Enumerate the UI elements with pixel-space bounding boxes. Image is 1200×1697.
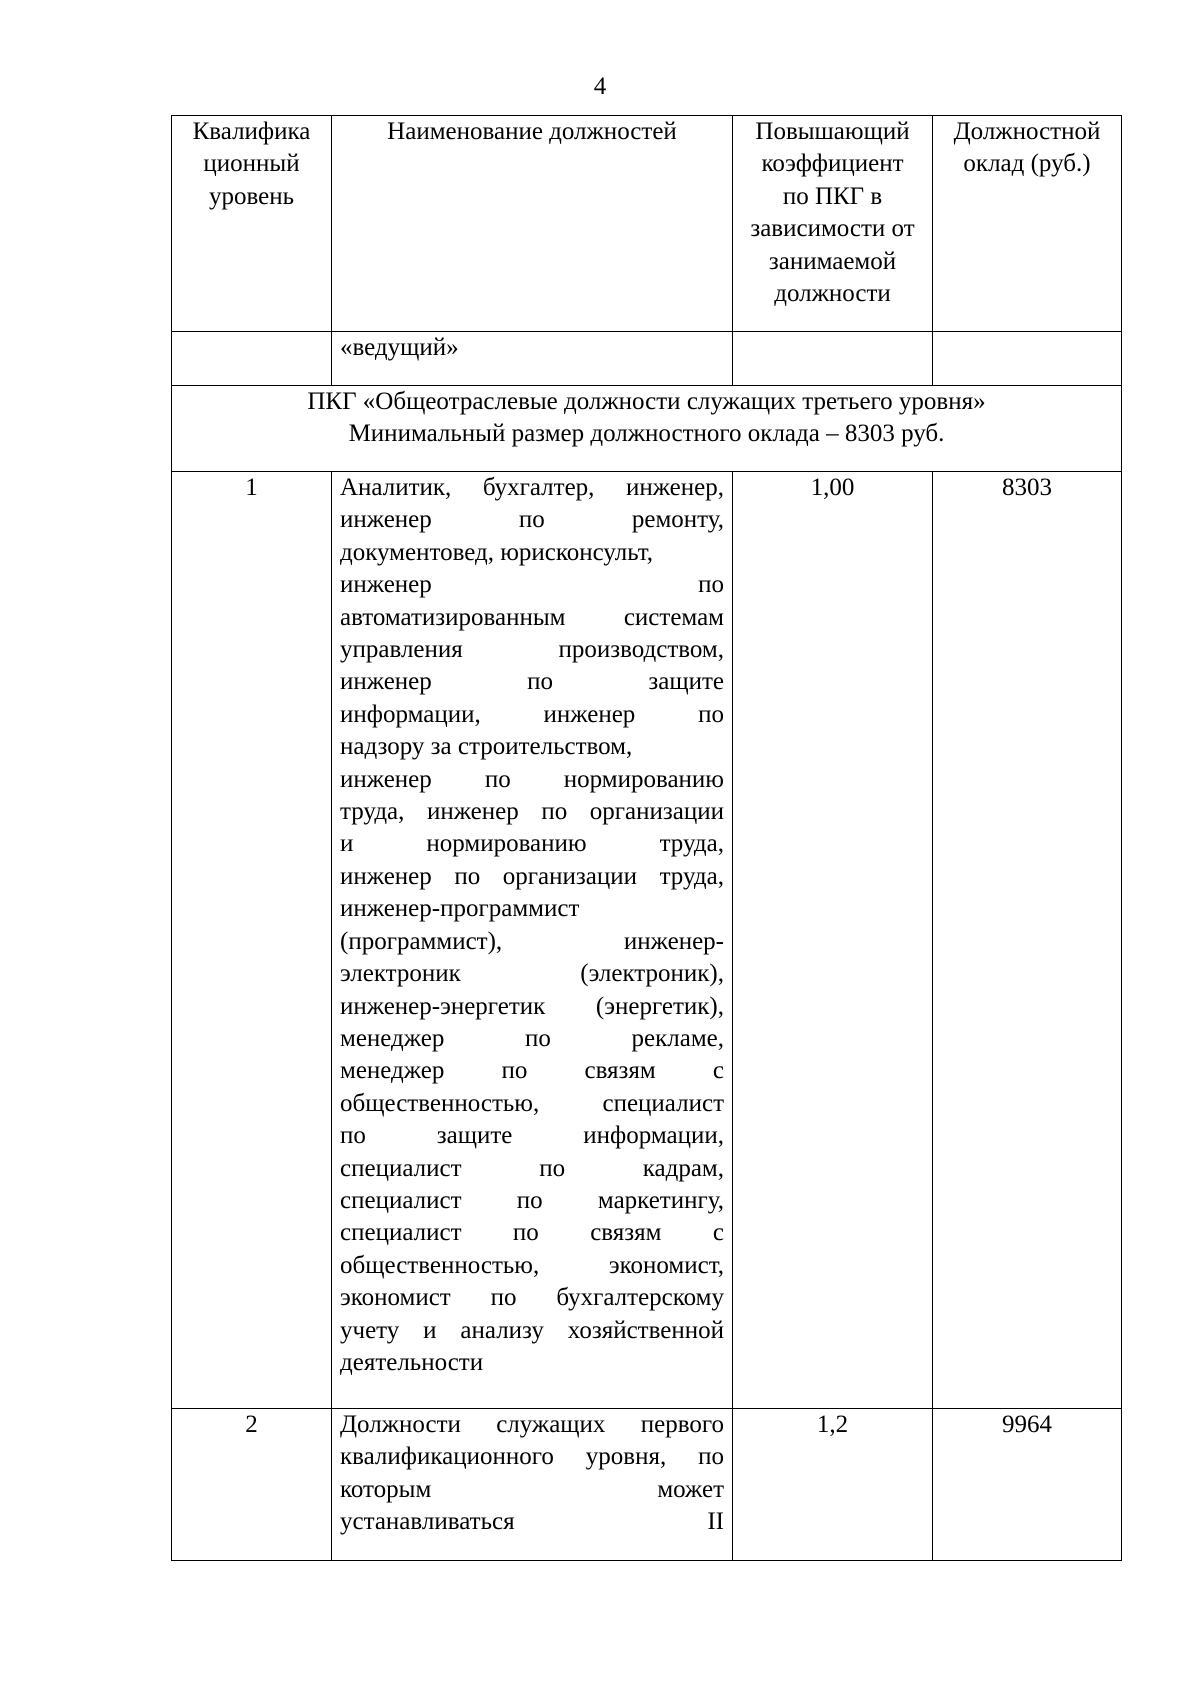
- position-word: которым: [340, 1475, 432, 1503]
- position-word: экономист,: [608, 1251, 724, 1279]
- header-level-line: Квалифика: [192, 118, 311, 145]
- header-salary: [933, 116, 1122, 332]
- position-word: квалификационного: [340, 1443, 554, 1471]
- coefficient-cell: 1,00: [733, 472, 933, 1409]
- header-salary-line: оклад (руб.): [963, 150, 1091, 178]
- position-word: и: [340, 830, 354, 858]
- position-text-line: [340, 731, 724, 763]
- position-word: нормированию: [563, 765, 724, 793]
- position-word: маркетингу,: [597, 1186, 724, 1214]
- position-word: организации: [589, 798, 724, 826]
- position-word: учету: [340, 1316, 400, 1344]
- position-word: инженер,: [625, 474, 724, 501]
- position-word: хозяйственной: [567, 1316, 724, 1344]
- position-word: защите: [436, 1122, 513, 1150]
- position-word: инженер: [426, 798, 519, 826]
- group-heading-row: [172, 386, 1122, 472]
- header-position-names: [332, 116, 733, 332]
- position-text-line: [340, 472, 724, 504]
- position-text-line: [340, 1023, 724, 1055]
- continuation-coefficient-cell: [733, 332, 933, 386]
- position-word: по: [698, 1443, 724, 1471]
- salary-cell: 8303: [933, 472, 1122, 1409]
- position-text-line: [340, 1315, 724, 1347]
- position-word: Должности: [340, 1411, 461, 1438]
- position-text-line: [340, 1409, 724, 1441]
- position-word: защите: [648, 668, 724, 696]
- position-text-line: [340, 666, 724, 698]
- position-word: по: [484, 765, 511, 793]
- position-word: инженер: [340, 862, 432, 890]
- position-word: и: [423, 1316, 437, 1344]
- position-word: специалист: [602, 1089, 724, 1117]
- position-word: связям: [584, 1057, 656, 1085]
- position-word: по: [524, 1024, 551, 1052]
- position-word: производством,: [558, 636, 724, 664]
- header-positions-line: Наименование должностей: [387, 118, 677, 145]
- position-text-line: [340, 958, 724, 990]
- header-salary-line: Должностной: [953, 118, 1101, 145]
- header-coefficient-line: должности: [774, 280, 891, 308]
- position-word: инженер: [543, 700, 636, 728]
- position-word: системам: [623, 603, 724, 631]
- header-coefficient-line: коэффициент: [761, 150, 904, 178]
- position-word: по: [539, 1154, 566, 1182]
- position-word: первого: [640, 1411, 724, 1438]
- position-text-line: [340, 764, 724, 796]
- position-word: автоматизированным: [340, 603, 566, 631]
- position-word: менеджер: [340, 1024, 445, 1052]
- continuation-row: [172, 332, 1122, 386]
- position-word: инженер-: [623, 927, 724, 955]
- position-word: с: [712, 1057, 724, 1085]
- header-level-line: уровень: [208, 182, 295, 210]
- position-word: инженер-программист: [340, 895, 580, 923]
- group-heading-cell: [172, 386, 1122, 472]
- position-text-line: [340, 602, 724, 634]
- position-word: по: [490, 1284, 517, 1312]
- position-word: связям: [590, 1219, 662, 1247]
- position-word: по: [512, 1219, 539, 1247]
- level-cell: 2: [172, 1409, 332, 1561]
- position-word: управления: [340, 636, 463, 664]
- position-word: бухгалтер,: [482, 474, 595, 501]
- header-coefficient-line: Повышающий: [755, 118, 910, 145]
- position-word: по: [501, 1057, 528, 1085]
- position-word: экономист: [340, 1284, 451, 1312]
- table-row: [172, 472, 1122, 1409]
- position-text-line: [340, 1120, 724, 1152]
- position-word: общественностью,: [340, 1251, 540, 1279]
- continuation-salary-cell: [933, 332, 1122, 386]
- continuation-level-cell: [172, 332, 332, 386]
- position-word: специалист: [340, 1154, 462, 1182]
- position-text-line: [340, 504, 724, 536]
- page-number: 4: [593, 73, 607, 100]
- position-word: бухгалтерскому: [556, 1284, 724, 1312]
- position-word: устанавливаться: [340, 1508, 515, 1536]
- position-word: инженер: [340, 765, 432, 793]
- position-text-line: [340, 537, 724, 569]
- header-level-line: ционный: [203, 150, 300, 178]
- salary-cell: 9964: [933, 1409, 1122, 1561]
- position-word: по: [516, 1186, 543, 1214]
- position-text-line: [340, 634, 724, 666]
- position-word: информации,: [583, 1122, 724, 1150]
- position-word: по: [698, 700, 724, 728]
- position-word: документовед, юрисконсульт,: [340, 538, 654, 566]
- position-word: электроник: [340, 960, 461, 988]
- position-word: служащих: [496, 1411, 606, 1438]
- table-row: [172, 1409, 1122, 1561]
- position-text-line: [340, 893, 724, 925]
- position-word: инженер: [340, 668, 432, 696]
- position-word: по: [527, 668, 554, 696]
- position-word: ремонту,: [631, 506, 724, 534]
- position-word: II: [707, 1508, 724, 1536]
- position-word: Аналитик,: [340, 474, 452, 501]
- position-text-line: [340, 926, 724, 958]
- position-word: менеджер: [340, 1057, 445, 1085]
- position-word: труда,: [659, 862, 724, 890]
- position-text-line: [340, 1185, 724, 1217]
- position-text-line: [340, 1347, 724, 1379]
- position-word: специалист: [340, 1186, 462, 1214]
- position-text-line: [340, 991, 724, 1023]
- position-word: с: [712, 1219, 724, 1247]
- coefficient-cell: 1,2: [733, 1409, 933, 1561]
- continuation-text: «ведущий»: [332, 332, 733, 386]
- position-text-line: [340, 861, 724, 893]
- position-text-line: [340, 1250, 724, 1282]
- position-word: по: [541, 798, 568, 826]
- position-word: информации,: [340, 700, 481, 728]
- position-word: общественностью,: [340, 1089, 540, 1117]
- header-coefficient-line: зависимости от: [750, 215, 915, 243]
- group-min-salary: Минимальный размер должностного оклада – 8303 руб.: [348, 420, 945, 448]
- position-word: (энергетик),: [595, 992, 724, 1020]
- group-title: ПКГ «Общеотраслевые должности служащих третьего уровня»: [307, 388, 986, 415]
- position-text-line: [340, 1474, 724, 1506]
- position-word: нормированию: [426, 830, 587, 858]
- position-text-line: [340, 699, 724, 731]
- position-word: инженер: [340, 506, 432, 534]
- position-text-line: [340, 1088, 724, 1120]
- header-coefficient: [733, 116, 933, 332]
- positions-table: [171, 115, 1122, 1561]
- position-text-line: [340, 1055, 724, 1087]
- positions-cell: [332, 1409, 733, 1561]
- position-text-line: [340, 1441, 724, 1473]
- position-word: уровня,: [585, 1443, 667, 1471]
- position-word: надзору за строительством,: [340, 733, 633, 761]
- position-text-line: [340, 1153, 724, 1185]
- header-coefficient-line: занимаемой: [768, 247, 897, 275]
- position-word: труда,: [340, 798, 405, 826]
- header-qualification-level: [172, 116, 332, 332]
- positions-cell: [332, 472, 733, 1409]
- position-word: по: [340, 1122, 366, 1150]
- position-text-line: [340, 569, 724, 601]
- header-coefficient-line: по ПКГ в: [782, 182, 883, 210]
- position-word: деятельности: [340, 1348, 484, 1376]
- position-word: кадрам,: [642, 1154, 724, 1182]
- position-word: анализу: [460, 1316, 544, 1344]
- position-word: по: [518, 506, 545, 534]
- position-word: по: [698, 571, 724, 599]
- position-word: (электроник),: [580, 960, 724, 988]
- position-word: труда,: [659, 830, 724, 858]
- position-word: по: [454, 862, 481, 890]
- position-word: рекламе,: [631, 1024, 724, 1052]
- position-word: специалист: [340, 1219, 462, 1247]
- position-word: инженер-энергетик: [340, 992, 546, 1020]
- level-cell: 1: [172, 472, 332, 1409]
- table-header-row: [172, 116, 1122, 332]
- position-text-line: [340, 1506, 724, 1538]
- position-text-line: [340, 1282, 724, 1314]
- position-word: инженер: [340, 571, 432, 599]
- position-word: может: [657, 1475, 724, 1503]
- position-text-line: [340, 796, 724, 828]
- position-word: (программист),: [340, 927, 503, 955]
- position-word: организации: [502, 862, 638, 890]
- position-text-line: [340, 1217, 724, 1249]
- position-text-line: [340, 828, 724, 860]
